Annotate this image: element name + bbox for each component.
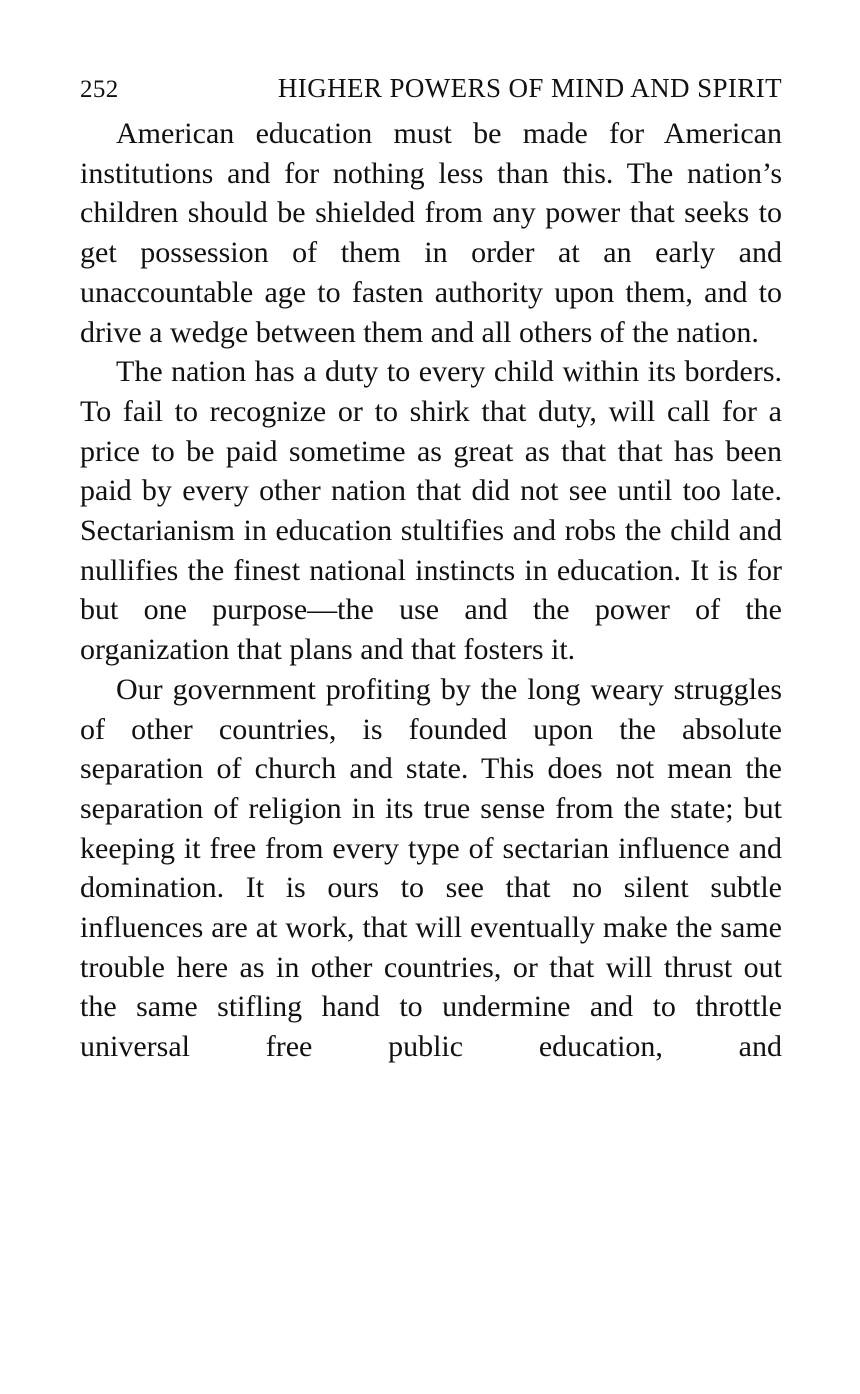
- paragraph-3: Our government profiting by the long weary struggles of other countries, is founded upon the absolute separation of church and state. This does not mean the separation of religion in its true sense from the state; but keeping it free from every type of sectarian influence and domination. It is ours to see that no silent subtle influences are at work, that will eventually make the same trouble here as in other countries, or that will thrust out the same stifling hand to undermine and to throttle universal free public education, and: [80, 672, 782, 1064]
- paragraph-1: American education must be made for American institutions and for nothing less than this. The nation’s children should be shielded from any power that seeks to get possession of them in order at an early and unaccountable age to fasten authority upon them, and to drive a wedge between them and all others of the nation.: [80, 117, 782, 349]
- paragraph-2: The nation has a duty to every child within its borders. To fail to recognize or to shirk that duty, will call for a price to be paid sometime as great as that that has been paid by every other nation that did not see until too late. Sectarianism in education stultifies and robs the child and nullifies the finest national instincts in education. It is for but one purpose—the use and the power of the organization that plans and that fosters it.: [80, 355, 782, 667]
- book-page: [80, 68, 782, 1067]
- running-title: HIGHER POWERS OF MIND AND SPIRIT: [277, 73, 782, 103]
- running-head: [80, 68, 782, 110]
- page-number: 252: [80, 76, 119, 103]
